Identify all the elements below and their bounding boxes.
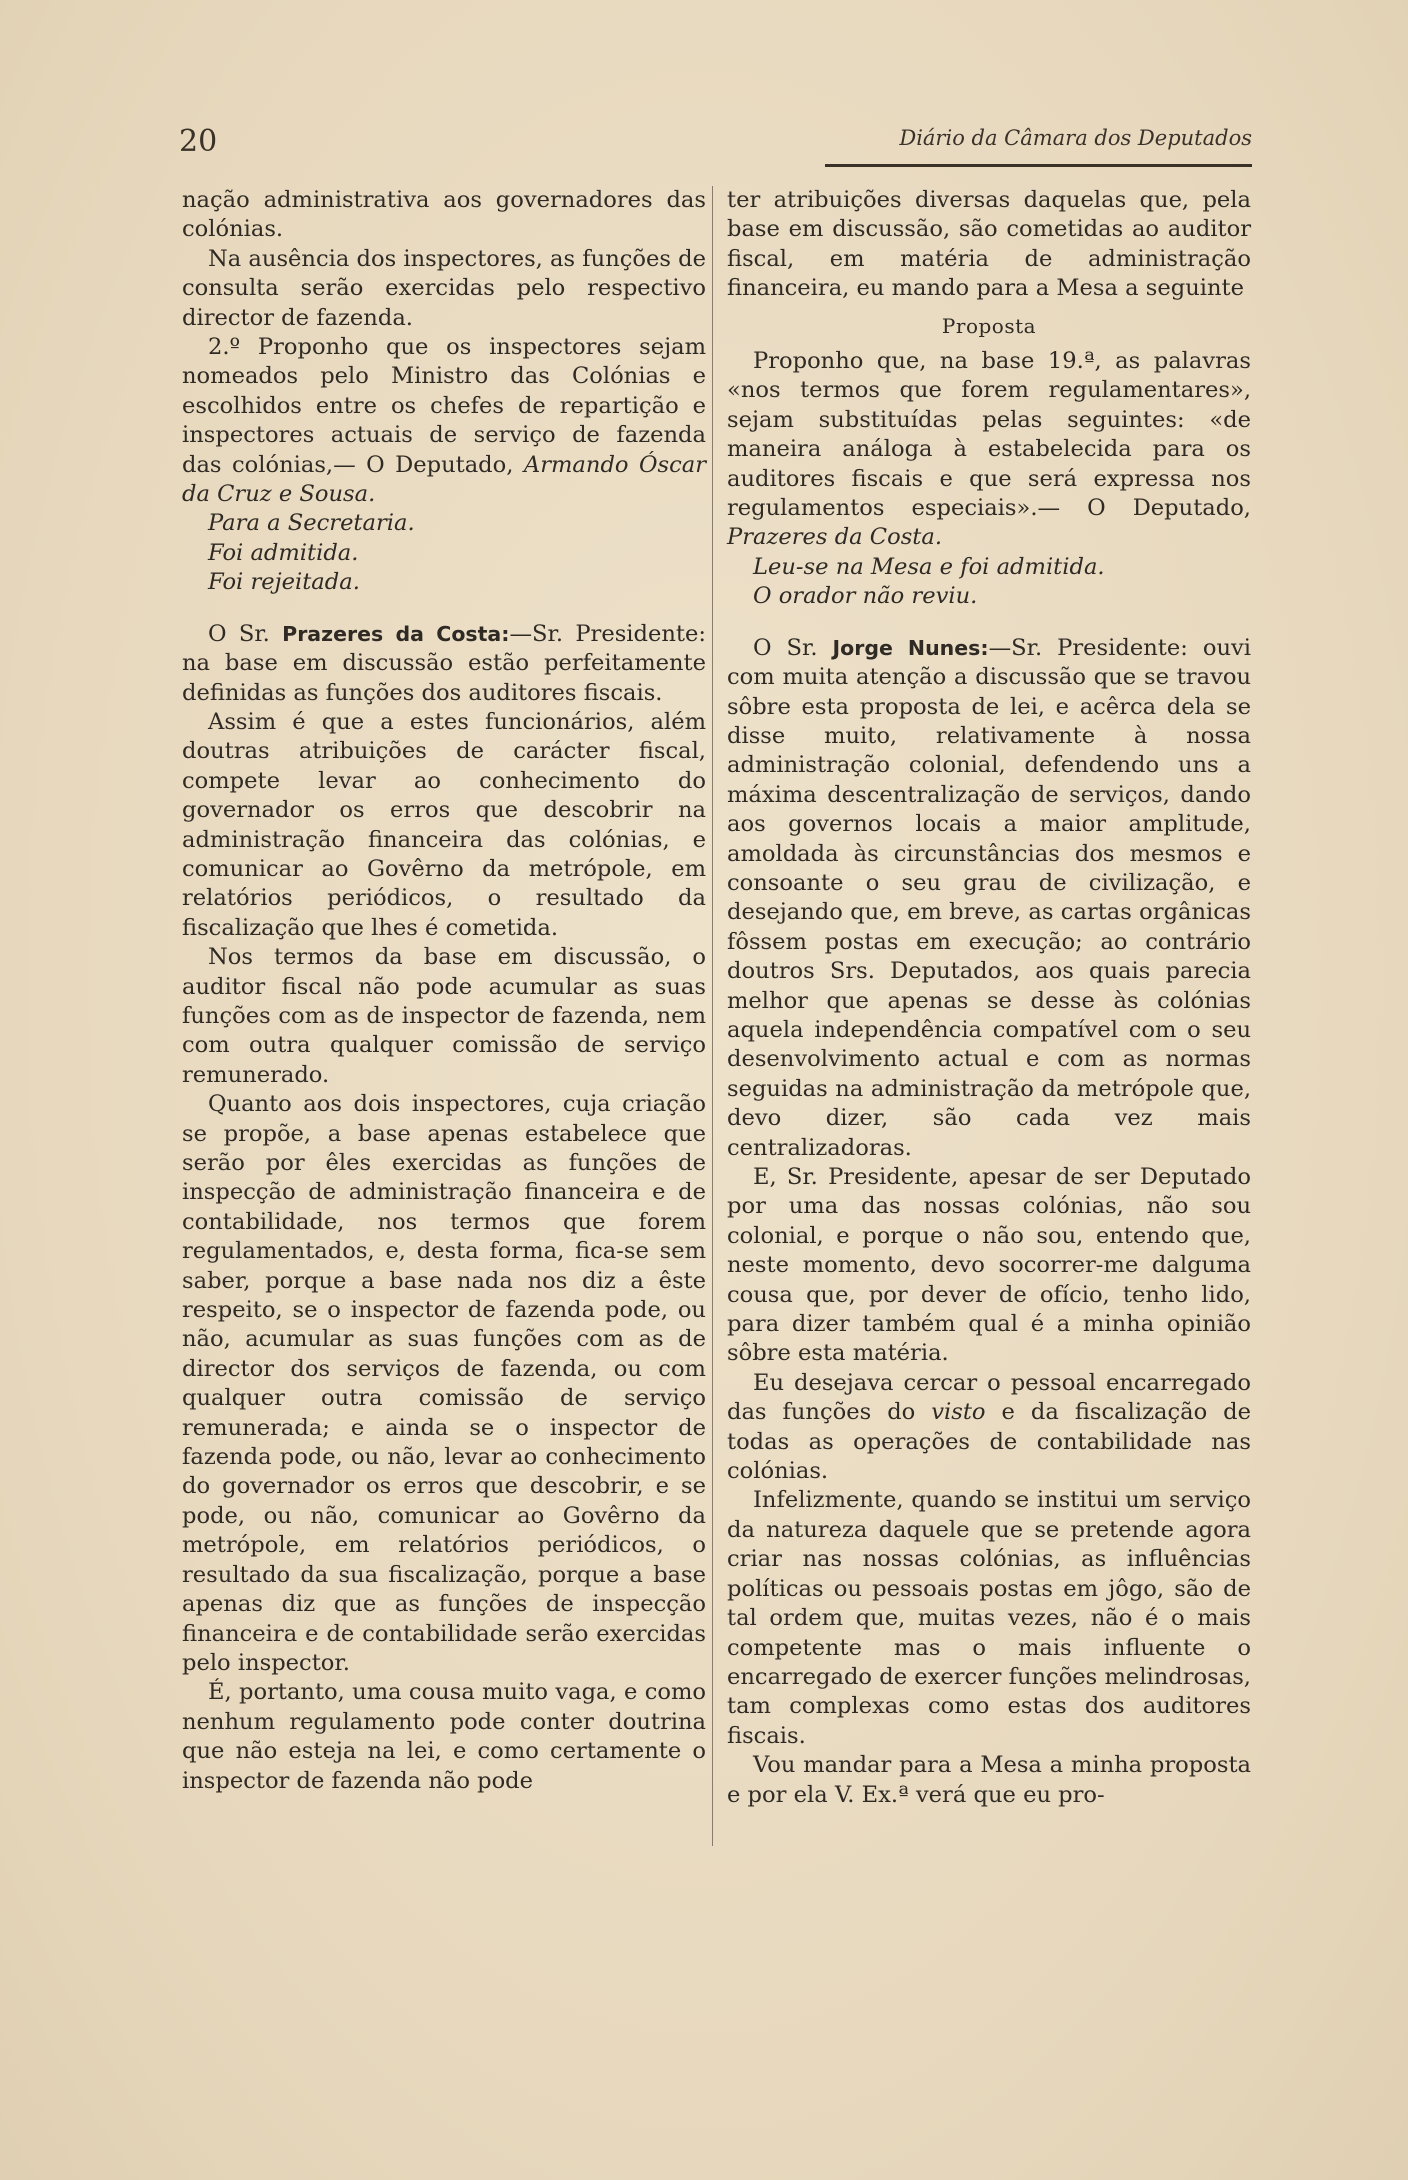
body-paragraph bbox=[182, 186, 706, 245]
paragraph-text: Eu desejava cercar o pessoal encarregado das funções do bbox=[727, 1369, 1251, 1426]
column-divider bbox=[712, 186, 713, 1846]
body-paragraph bbox=[727, 1751, 1251, 1810]
body-paragraph bbox=[727, 1369, 1251, 1487]
header-rule bbox=[825, 164, 1252, 167]
speaker-name: Prazeres da Costa: bbox=[282, 621, 510, 646]
speech-paragraph bbox=[727, 634, 1251, 1163]
body-paragraph bbox=[727, 1486, 1251, 1751]
paragraph-text: Na ausência dos inspectores, as funções de consulta serão exercidas pelo respectivo director de fazenda. bbox=[182, 245, 706, 331]
paragraph-text: E, Sr. Presidente, apesar de ser Deputado por uma das nossas colónias, não sou colonial, e porque o não sou, entendo que, neste momento, devo socorrer-me dalguma cousa que, por dever de ofício, tenho lido, para dizer também qual é a minha opinião sôbre esta matéria. bbox=[727, 1164, 1251, 1367]
journal-title: Diário da Câmara dos Deputados bbox=[899, 126, 1252, 150]
section-heading: Proposta bbox=[941, 313, 1037, 338]
body-paragraph bbox=[182, 1090, 706, 1678]
right-column bbox=[727, 186, 1251, 1810]
paragraph-text: Proponho que, na base 19.ª, as palavras «nos termos que forem regulamentares», sejam substituídas pelas seguintes: «de maneira análoga à estabelecida para os auditores fiscais e que será expressa nos regulamentos especiais».— O Deputado, bbox=[727, 348, 1251, 522]
signature-name: Armando Óscar da Cruz e Sousa. bbox=[182, 451, 706, 508]
speech-text: —Sr. Presidente: ouvi com muita atenção a discussão que se travou sôbre esta proposta de lei, e acêrca dela se disse muito, relativamente à nossa administração colonial, defendendo uns a máxima descentralização de serviços, dando aos governos locais a maior amplitude, amoldada às circunstâncias dos mesmos e consoante o seu grau de civilização, e desejando que, em breve, as cartas orgânicas fôssem postas em execução; ao contrário doutros Srs. Deputados, aos quais parecia melhor que apenas se desse às colónias aquela independência compatível com o seu desenvolvimento actual e com as normas seguidas na administração da metrópole que, devo dizer, são cada vez mais centralizadoras. bbox=[727, 634, 1251, 1161]
page-number: 20 bbox=[179, 124, 218, 159]
signature-name: Prazeres da Costa. bbox=[727, 524, 943, 551]
paragraph-text: Nos termos da base em discussão, o auditor fiscal não pode acumular as suas funções com as de inspector de fazenda, nem com outra qualquer comissão de serviço remunerado. bbox=[182, 944, 706, 1088]
paragraph-text: nação administrativa aos governadores das colónias. bbox=[182, 187, 706, 243]
italic-note: Leu-se na Mesa e foi admitida. bbox=[753, 553, 1105, 580]
paragraph-text: É, portanto, uma cousa muito vaga, e como nenhum regulamento pode conter doutrina que não esteja na lei, e como certamente o inspector de fazenda não pode bbox=[182, 1679, 706, 1794]
paragraph-text: Assim é que a estes funcionários, além doutras atribuições de carácter fiscal, compete levar ao conhecimento do governador os erros que descobrir na administração financeira das colónias, e comunicar ao Govêrno da metrópole, em relatórios periódicos, o resultado da fiscalização que lhes é cometida. bbox=[182, 708, 706, 941]
speech-text: —Sr. Presidente: na base em discussão estão perfeitamente definidas as funções dos auditores fiscais. bbox=[182, 620, 706, 706]
paragraph-gap bbox=[727, 612, 1251, 634]
paragraph-text: e da fiscalização de todas as operações de contabilidade nas colónias. bbox=[727, 1399, 1251, 1485]
paragraph-text: Vou mandar para a Mesa a minha proposta e por ela V. Ex.ª verá que eu pro- bbox=[727, 1752, 1251, 1808]
body-paragraph bbox=[182, 245, 706, 333]
body-paragraph bbox=[182, 943, 706, 1090]
body-paragraph bbox=[182, 708, 706, 943]
body-paragraph bbox=[182, 333, 706, 509]
speech-prefix: O Sr. bbox=[753, 634, 833, 661]
paragraph-text: Quanto aos dois inspectores, cuja criação se propõe, a base apenas estabelece que serão por êles exercidas as funções de inspecção de administração financeira e de contabilidade, nos termos que forem regulamentados, e, desta forma, fica-se sem saber, porque a base nada nos diz a êste respeito, se o inspector de fazenda pode, ou não, acumular as suas funções com as de director dos serviços de fazenda, ou com qualquer outra comissão de serviço remunerada; e ainda se o inspector de fazenda pode, ou não, levar ao conhecimento do governador os erros que descobrir, e se pode, ou não, comunicar ao Govêrno da metrópole, em relatórios periódicos, o resultado da sua fiscalização, porque a base apenas diz que as funções de inspecção financeira e de contabilidade serão exercidas pelo inspector. bbox=[182, 1091, 706, 1676]
left-column bbox=[182, 186, 706, 1796]
paragraph-gap bbox=[182, 598, 706, 620]
speech-paragraph bbox=[182, 620, 706, 708]
italic-note: Foi admitida. bbox=[208, 539, 359, 566]
paragraph-text: ter atribuições diversas daquelas que, pela base em discussão, são cometidas ao auditor fiscal, em matéria de administração financeira, eu mando para a Mesa a seguinte bbox=[727, 187, 1251, 302]
body-paragraph bbox=[727, 186, 1251, 304]
body-paragraph bbox=[182, 1678, 706, 1796]
body-paragraph bbox=[727, 1163, 1251, 1369]
speaker-name: Jorge Nunes: bbox=[832, 635, 989, 660]
italic-note: Para a Secretaria. bbox=[208, 510, 415, 537]
paragraph-text: Infelizmente, quando se institui um serviço da natureza daquele que se pretende agora criar nas nossas colónias, as influências políticas ou pessoais postas em jôgo, são de tal ordem que, muitas vezes, não é o mais competente mas o mais influente o encarregado de exercer funções melindrosas, tam complexas como estas dos auditores fiscais. bbox=[727, 1487, 1251, 1749]
italic-term: visto bbox=[931, 1399, 986, 1426]
body-paragraph bbox=[727, 347, 1251, 553]
paragraph-text: 2.º Proponho que os inspectores sejam nomeados pelo Ministro das Colónias e escolhidos entre os chefes de repartição e inspectores actuais de serviço de fazenda das colónias,— O Deputado, bbox=[182, 334, 706, 478]
speech-prefix: O Sr. bbox=[208, 620, 283, 647]
italic-note: O orador não reviu. bbox=[753, 583, 978, 610]
italic-note: Foi rejeitada. bbox=[208, 569, 360, 596]
